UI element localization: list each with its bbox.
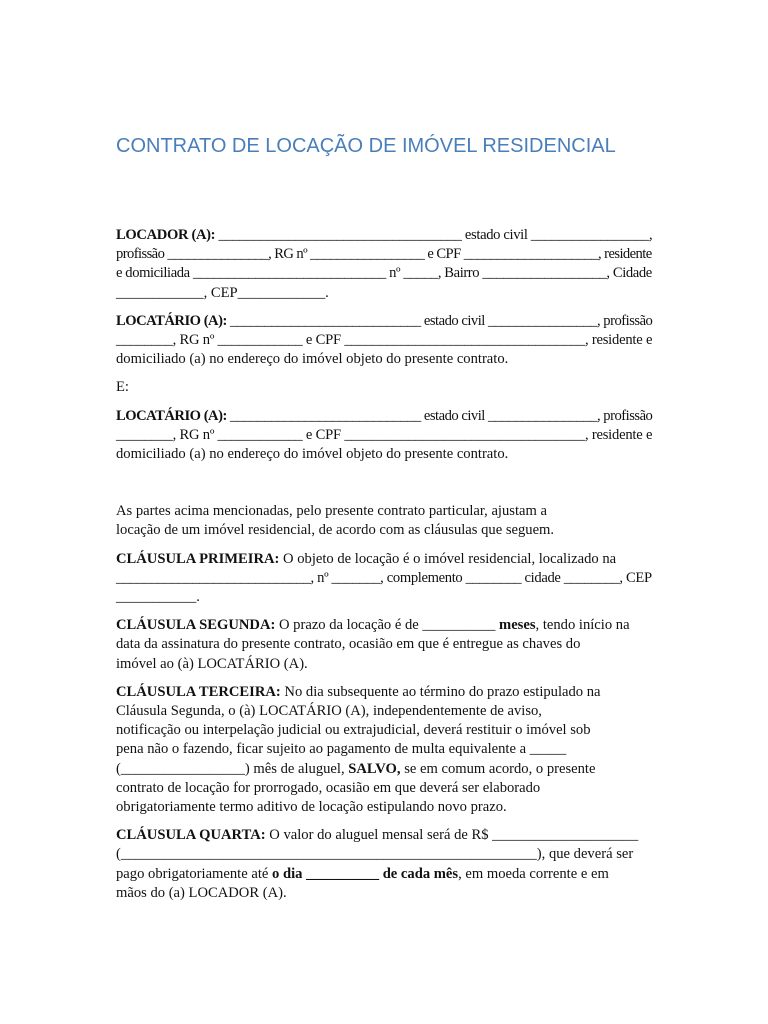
clausula-quarta-line-2: (_________________________________________________________), que deverá ser xyxy=(116,846,634,863)
locador-line-3: e domiciliada ____________________________ nº _____, Bairro __________________, Cidade xyxy=(116,265,652,282)
locador-line-4: ____________, CEP____________. xyxy=(116,284,329,301)
intro-line-2: locação de um imóvel residencial, de acordo com as cláusulas que seguem. xyxy=(116,522,555,539)
locatario-2-text-1: ____________________________ estado civil ________________, profissão xyxy=(226,407,653,424)
locatario-1-label: LOCATÁRIO (A): xyxy=(116,312,227,329)
clausula-terceira-text-5c: se em comum acordo, o presente xyxy=(400,760,596,777)
locador-paragraph xyxy=(116,226,652,303)
locatario-2-line-1 xyxy=(116,407,652,426)
clausula-segunda-line-2: data da assinatura do presente contrato, ocasião em que é entregue as chaves do xyxy=(116,636,581,653)
locatario-2-paragraph xyxy=(116,407,652,465)
locador-text-1: ___________________________________ estado civil _________________, xyxy=(215,227,653,243)
locatario-2-line-2: ________, RG nº ____________ e CPF __________________________________, residente e xyxy=(116,426,653,443)
clausula-quarta-text-3a: pago obrigatoriamente até xyxy=(116,865,273,882)
clausula-primeira-line-3: ___________. xyxy=(116,589,200,606)
locatario-2-label: LOCATÁRIO (A): xyxy=(116,407,227,424)
clausula-primeira-line-2: ____________________________, nº _______, complemento ________ cidade ________, CEP xyxy=(116,569,652,586)
clausula-primeira-paragraph xyxy=(116,550,652,608)
clausula-terceira-line-4: pena não o fazendo, ficar sujeito ao pagamento de multa equivalente a _____ xyxy=(116,741,567,758)
locador-line-2: profissão _______________, RG nº _________________ e CPF ____________________, residente xyxy=(116,246,652,263)
clausula-primeira-line-1 xyxy=(116,550,652,569)
locador-line-1 xyxy=(116,226,652,245)
clausula-quarta-text-1: O valor do aluguel mensal será de R$ ____________________ xyxy=(265,827,639,844)
clausula-terceira-label: CLÁUSULA TERCEIRA: xyxy=(116,683,281,700)
intro-line-1: As partes acima mencionadas, pelo presente contrato particular, ajustam a xyxy=(116,503,547,520)
locatario-1-line-3: domiciliado (a) no endereço do imóvel objeto do presente contrato. xyxy=(116,351,509,368)
clausula-segunda-meses: meses xyxy=(499,617,536,634)
separator-paragraph xyxy=(116,378,652,397)
locatario-2-line-3: domiciliado (a) no endereço do imóvel objeto do presente contrato. xyxy=(116,446,509,463)
clausula-segunda-paragraph xyxy=(116,616,652,674)
clausula-primeira-text-1: O objeto de locação é o imóvel residencial, localizado na xyxy=(279,550,617,567)
clausula-quarta-label: CLÁUSULA QUARTA: xyxy=(116,827,266,844)
document-body xyxy=(116,226,652,912)
locatario-1-text-1: ____________________________ estado civil ________________, profissão xyxy=(226,312,653,329)
locador-label: LOCADOR (A): xyxy=(116,227,216,243)
locatario-1-line-1 xyxy=(116,312,652,331)
clausula-quarta-line-1 xyxy=(116,826,652,845)
clausula-terceira-line-5 xyxy=(116,760,652,779)
clausula-segunda-line-1 xyxy=(116,616,652,635)
clausula-primeira-label: CLÁUSULA PRIMEIRA: xyxy=(116,550,280,567)
clausula-terceira-text-5a: (_________________) mês de aluguel, xyxy=(116,760,349,777)
intro-paragraph xyxy=(116,502,652,540)
clausula-terceira-line-2: Cláusula Segunda, o (à) LOCATÁRIO (A), independentemente de aviso, xyxy=(116,703,542,720)
clausula-terceira-paragraph xyxy=(116,683,652,817)
clausula-quarta-paragraph xyxy=(116,826,652,903)
locatario-1-paragraph xyxy=(116,312,652,370)
document-title: CONTRATO DE LOCAÇÃO DE IMÓVEL RESIDENCIAL xyxy=(116,135,616,157)
separator-text: E: xyxy=(116,379,129,396)
clausula-segunda-label: CLÁUSULA SEGUNDA: xyxy=(116,617,276,634)
clausula-quarta-line-3 xyxy=(116,865,652,884)
clausula-terceira-salvo: SALVO, xyxy=(348,760,401,777)
clausula-segunda-text-1c: , tendo início na xyxy=(535,617,630,634)
clausula-quarta-text-3c: , em moeda corrente e em xyxy=(458,865,609,882)
clausula-segunda-line-3: imóvel ao (à) LOCATÁRIO (A). xyxy=(116,655,308,672)
clausula-terceira-line-3: notificação ou interpelação judicial ou extrajudicial, deverá restituir o imóvel sob xyxy=(116,722,591,739)
clausula-terceira-line-6: contrato de locação for prorrogado, ocasião em que deverá ser elaborado xyxy=(116,779,541,796)
clausula-segunda-text-1a: O prazo da locação é de __________ xyxy=(275,617,500,634)
clausula-terceira-text-1: No dia subsequente ao término do prazo estipulado na xyxy=(280,683,601,700)
clausula-quarta-line-4: mãos do (a) LOCADOR (A). xyxy=(116,884,287,901)
clausula-terceira-line-7: obrigatoriamente termo aditivo de locação estipulando novo prazo. xyxy=(116,799,507,816)
clausula-quarta-dia: o dia __________ de cada mês xyxy=(272,865,459,882)
locatario-1-line-2: ________, RG nº ____________ e CPF __________________________________, residente e xyxy=(116,332,653,349)
clausula-terceira-line-1 xyxy=(116,683,652,702)
